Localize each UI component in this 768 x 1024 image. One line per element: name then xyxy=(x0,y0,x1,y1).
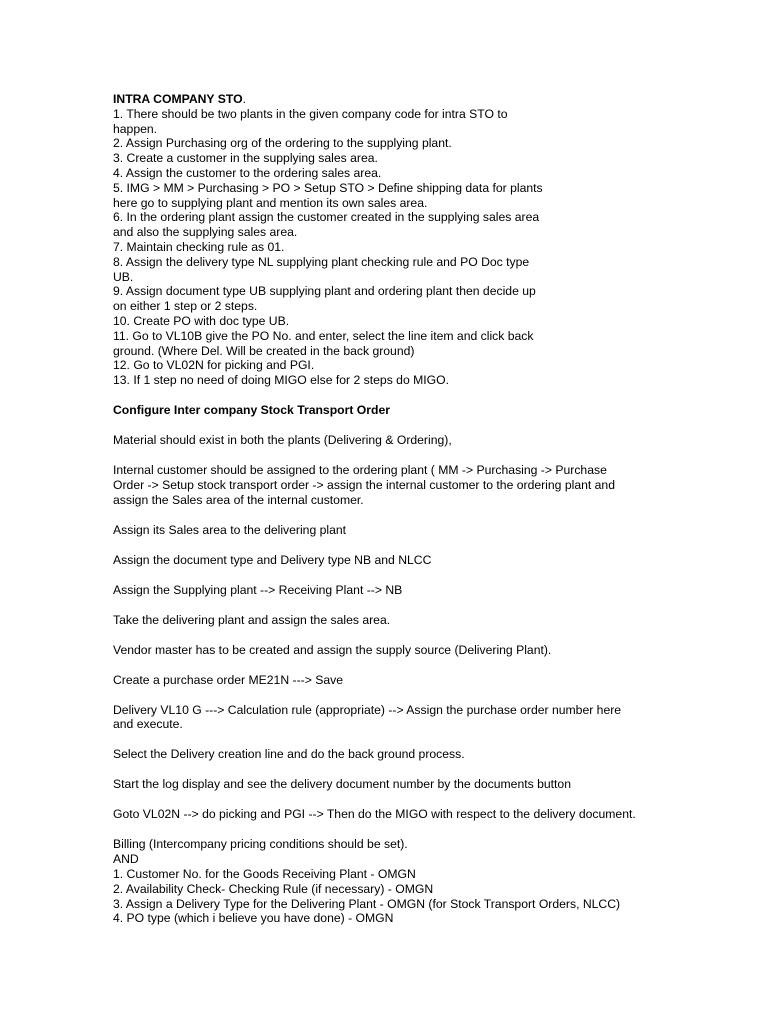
step-line: UB. xyxy=(113,269,134,284)
step-line: 1. There should be two plants in the given company code for intra STO to xyxy=(113,106,508,121)
step-line: happen. xyxy=(113,121,158,136)
paragraph-line: Billing (Intercompany pricing conditions should be set). xyxy=(113,837,408,852)
step-line: 7. Maintain checking rule as 01. xyxy=(113,239,285,254)
step-line: 5. IMG > MM > Purchasing > PO > Setup STO > Define shipping data for plants xyxy=(113,180,543,195)
step-line: and also the supplying sales area. xyxy=(113,225,298,240)
intra-sto-steps xyxy=(113,107,713,388)
paragraph: Assign the Supplying plant --> Receiving Plant --> NB xyxy=(113,582,403,597)
step-line: 10. Create PO with doc type UB. xyxy=(113,313,290,328)
paragraph-line: 3. Assign a Delivery Type for the Delivering Plant - OMGN (for Stock Transport Orders, NLCC) xyxy=(113,896,621,911)
paragraph-line: AND xyxy=(113,852,139,867)
step-line: 11. Go to VL10B give the PO No. and enter, select the line item and click back xyxy=(113,328,534,343)
step-line: 6. In the ordering plant assign the customer created in the supplying sales area xyxy=(113,210,540,225)
step-line: 12. Go to VL02N for picking and PGI. xyxy=(113,358,315,373)
paragraph-line: assign the Sales area of the internal customer. xyxy=(113,492,364,507)
step-line: ground. (Where Del. Will be created in the back ground) xyxy=(113,343,415,358)
paragraph: Select the Delivery creation line and do the back ground process. xyxy=(113,747,465,762)
step-line: 2. Assign Purchasing org of the ordering to the supplying plant. xyxy=(113,136,452,151)
paragraph-line: 2. Availability Check- Checking Rule (if necessary) - OMGN xyxy=(113,881,434,896)
paragraph: Goto VL02N --> do picking and PGI --> Then do the MIGO with respect to the delivery document. xyxy=(113,807,636,822)
inter-sto-heading: Configure Inter company Stock Transport Order xyxy=(113,403,390,418)
paragraph-line: 4. PO type (which i believe you have done) - OMGN xyxy=(113,911,394,926)
paragraph-line: Delivery VL10 G ---> Calculation rule (appropriate) --> Assign the purchase order number here xyxy=(113,702,622,717)
paragraph-line: and execute. xyxy=(113,717,183,732)
paragraph: Start the log display and see the delivery document number by the documents button xyxy=(113,777,571,792)
step-line: here go to supplying plant and mention its own sales area. xyxy=(113,195,428,210)
paragraph: Assign its Sales area to the delivering plant xyxy=(113,522,347,537)
paragraph: Material should exist in both the plants (Delivering & Ordering), xyxy=(113,433,452,448)
step-line: on either 1 step or 2 steps. xyxy=(113,299,258,314)
document-page xyxy=(113,92,713,926)
intra-sto-heading xyxy=(113,92,713,107)
step-line: 3. Create a customer in the supplying sales area. xyxy=(113,151,378,166)
step-line: 8. Assign the delivery type NL supplying plant checking rule and PO Doc type xyxy=(113,254,530,269)
paragraph: Create a purchase order ME21N ---> Save xyxy=(113,672,343,687)
paragraph xyxy=(113,703,713,733)
paragraph-line: Internal customer should be assigned to the ordering plant ( MM -> Purchasing -> Purchase xyxy=(113,463,607,478)
intra-sto-title-punct: . xyxy=(242,92,246,106)
paragraph xyxy=(113,463,713,507)
paragraph: Take the delivering plant and assign the sales area. xyxy=(113,612,391,627)
paragraph-line: 1. Customer No. for the Goods Receiving Plant - OMGN xyxy=(113,866,416,881)
paragraph: Vendor master has to be created and assign the supply source (Delivering Plant). xyxy=(113,642,552,657)
step-line: 9. Assign document type UB supplying plant and ordering plant then decide up xyxy=(113,284,536,299)
step-line: 13. If 1 step no need of doing MIGO else for 2 steps do MIGO. xyxy=(113,373,450,388)
paragraph: Assign the document type and Delivery type NB and NLCC xyxy=(113,552,432,567)
paragraph-line: Order -> Setup stock transport order -> assign the internal customer to the ordering plant and xyxy=(113,477,615,492)
step-line: 4. Assign the customer to the ordering sales area. xyxy=(113,165,382,180)
paragraph xyxy=(113,837,713,926)
intra-sto-title: INTRA COMPANY STO xyxy=(113,92,243,106)
